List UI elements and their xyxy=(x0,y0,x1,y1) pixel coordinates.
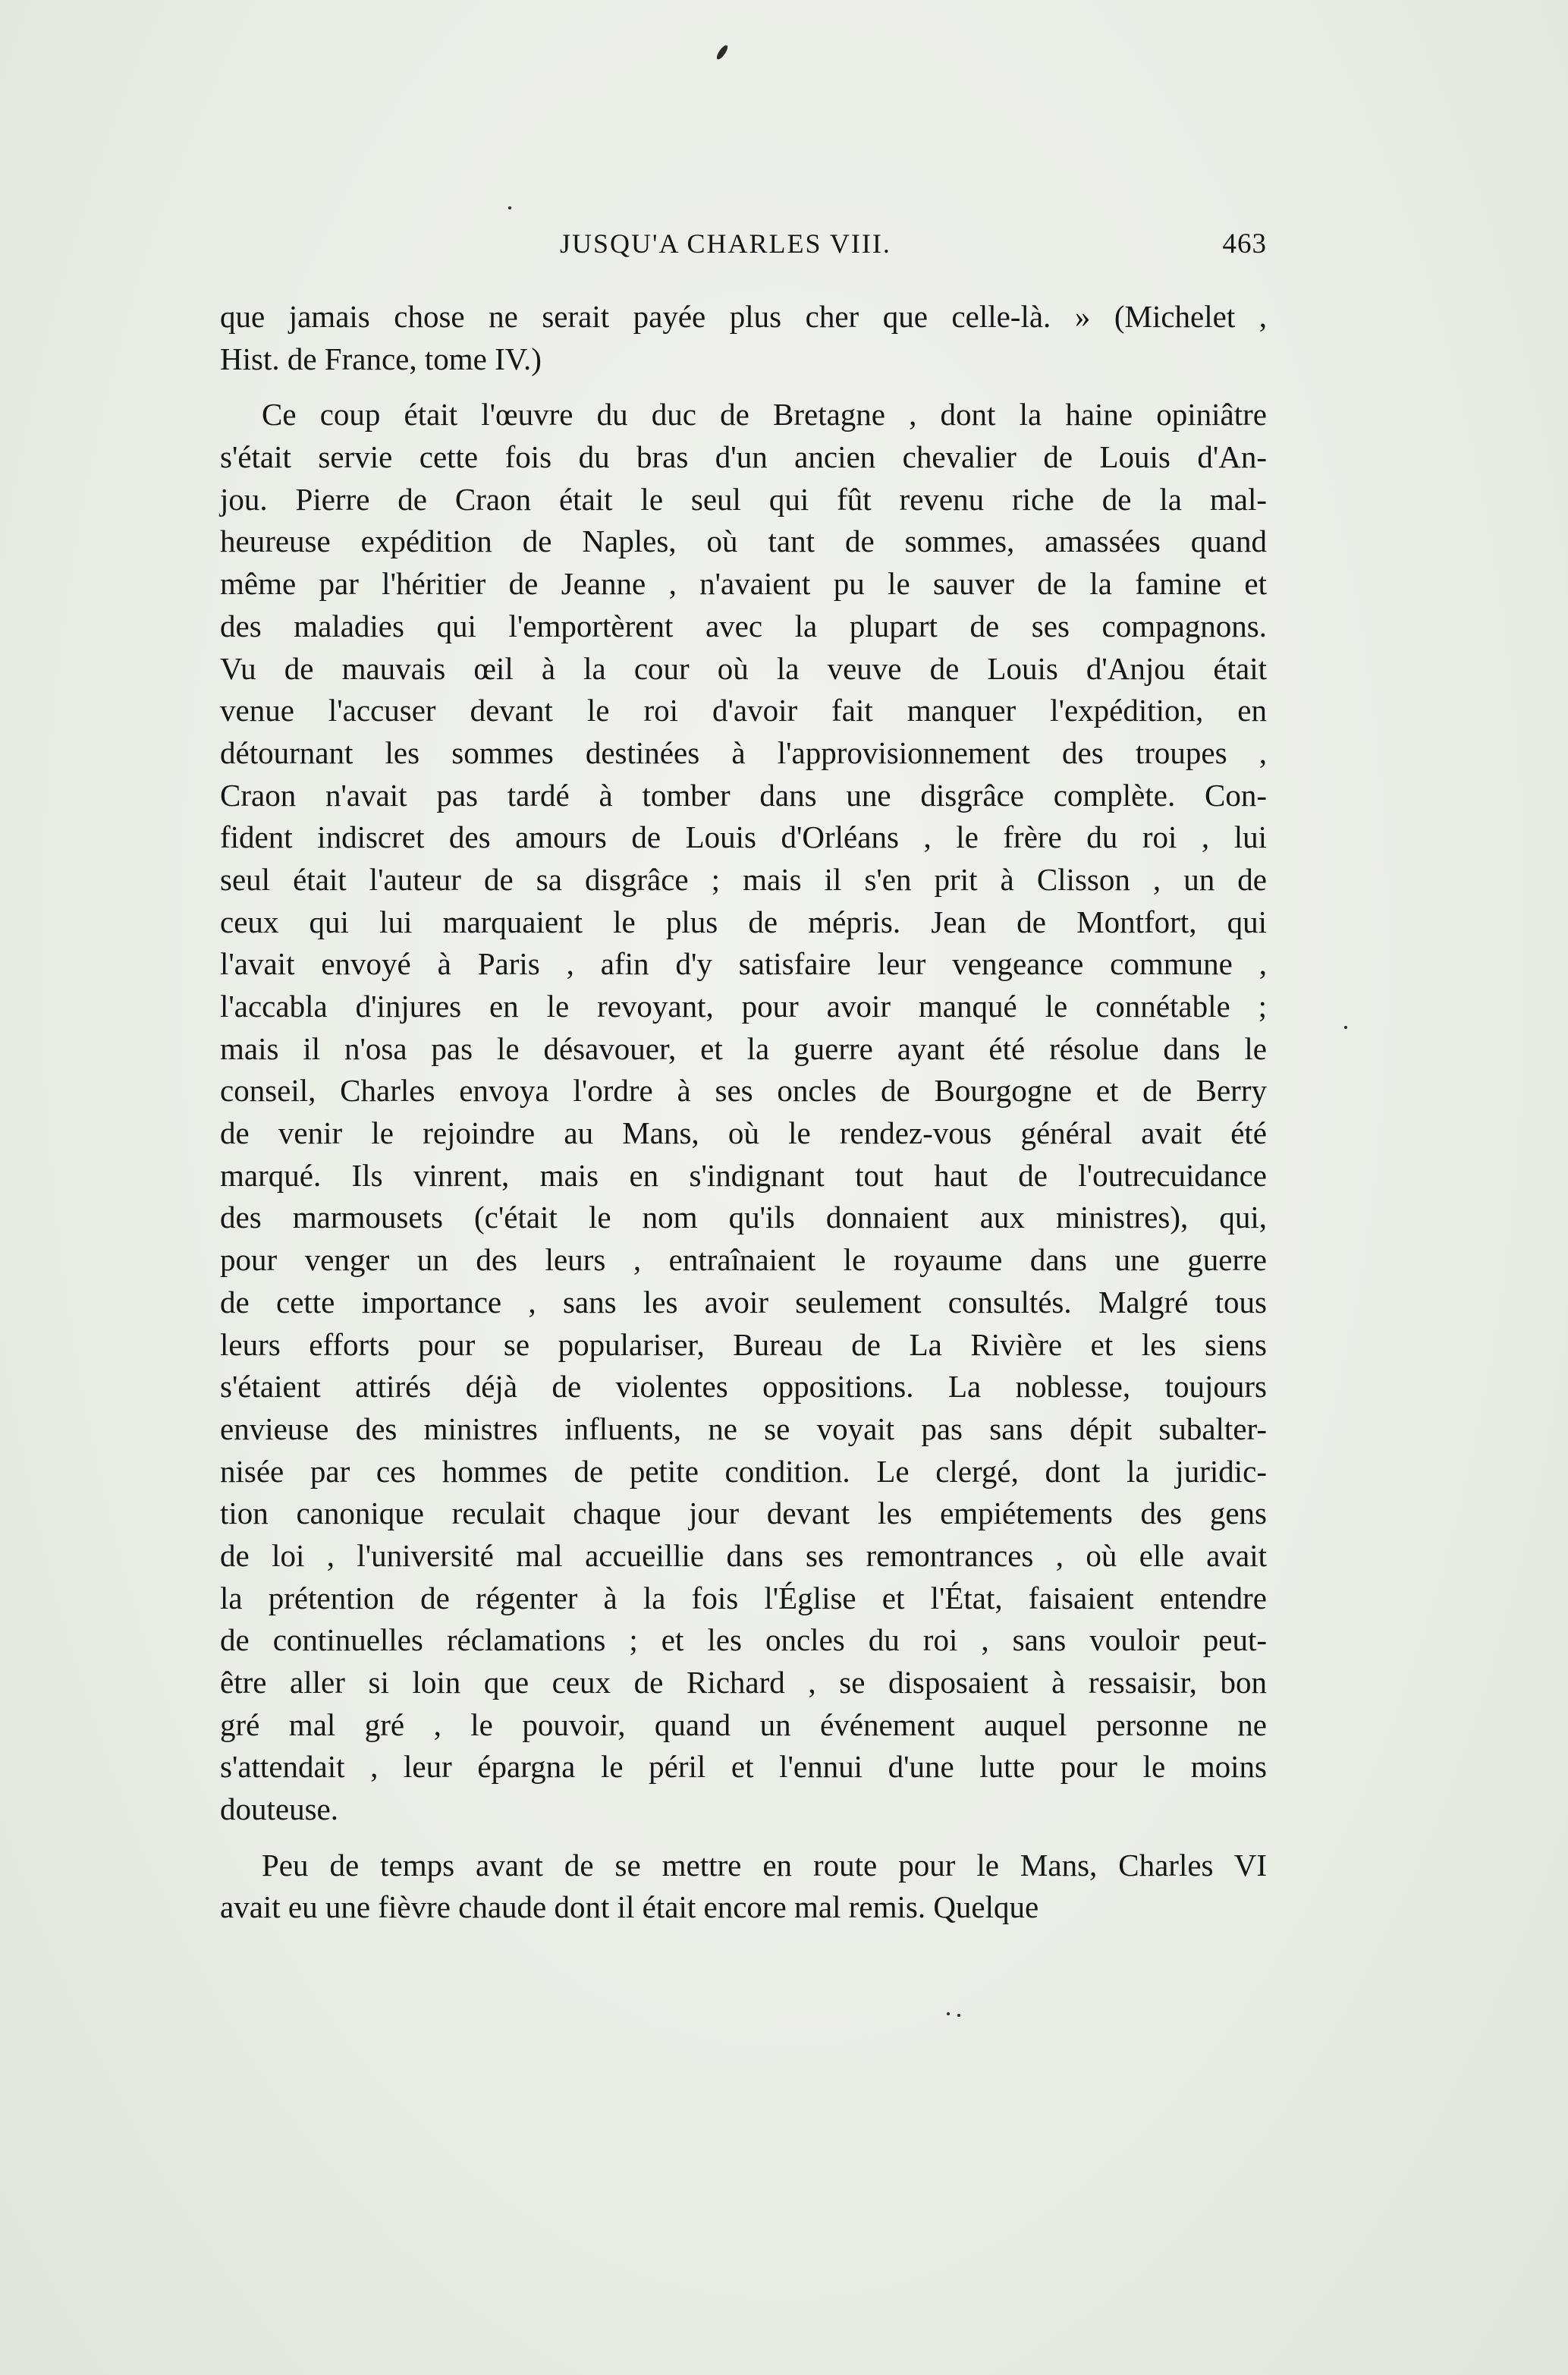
paragraph xyxy=(220,394,1267,1830)
text-line: la prétention de régenter à la fois l'Église et l'État, faisaient entendre xyxy=(220,1580,1267,1615)
text-line: fident indiscret des amours de Louis d'Orléans , le frère du roi , lui xyxy=(220,819,1267,855)
body-text xyxy=(220,296,1267,1929)
text-line: s'était servie cette fois du bras d'un ancien chevalier de Louis d'An- xyxy=(220,439,1267,475)
text-line: seul était l'auteur de sa disgrâce ; mais il s'en prit à Clisson , un de xyxy=(220,861,1267,897)
text-line: envieuse des ministres influents, ne se voyait pas sans dépit subalter- xyxy=(220,1411,1267,1446)
text-line: Craon n'avait pas tardé à tomber dans une disgrâce complète. Con- xyxy=(220,777,1267,813)
text-line: de cette importance , sans les avoir seulement consultés. Malgré tous xyxy=(220,1284,1267,1320)
text-line: marqué. Ils vinrent, mais en s'indignant tout haut de l'outrecuidance xyxy=(220,1157,1267,1193)
ink-speck xyxy=(1344,1026,1347,1029)
text-line: l'accabla d'injures en le revoyant, pour avoir manqué le connétable ; xyxy=(220,989,1267,1024)
text-line: mais il n'osa pas le désavouer, et la guerre ayant été résolue dans le xyxy=(220,1030,1267,1066)
text-line: de venir le rejoindre au Mans, où le rendez-vous général avait été xyxy=(220,1115,1267,1151)
ink-speck xyxy=(508,206,511,209)
ink-speck xyxy=(957,2014,960,2017)
text-line: détournant les sommes destinées à l'approvisionnement des troupes , xyxy=(220,735,1267,770)
text-line: de loi , l'université mal accueillie dans ses remontrances , où elle avait xyxy=(220,1537,1267,1573)
text-line: gré mal gré , le pouvoir, quand un événement auquel personne ne xyxy=(220,1707,1267,1742)
text-line: douteuse. xyxy=(220,1791,338,1827)
text-line: Vu de mauvais œil à la cour où la veuve de Louis d'Anjou était xyxy=(220,650,1267,686)
text-line: conseil, Charles envoya l'ordre à ses oncles de Bourgogne et de Berry xyxy=(220,1073,1267,1109)
text-line: des maladies qui l'emportèrent avec la plupart de ses compagnons. xyxy=(220,608,1267,643)
text-line: jou. Pierre de Craon était le seul qui fût revenu riche de la mal- xyxy=(220,481,1267,517)
text-line: être aller si loin que ceux de Richard , se disposaient à ressaisir, bon xyxy=(220,1665,1267,1700)
text-line: Peu de temps avant de se mettre en route pour le Mans, Charles VI xyxy=(262,1847,1267,1883)
text-line: que jamais chose ne serait payée plus cher que celle-là. » (Michelet , xyxy=(220,299,1267,334)
page-number: 463 xyxy=(1222,228,1267,260)
text-line: nisée par ces hommes de petite condition. Le clergé, dont la juridic- xyxy=(220,1453,1267,1489)
text-line: ceux qui lui marquaient le plus de mépris. Jean de Montfort, qui xyxy=(220,904,1267,939)
running-title: JUSQU'A CHARLES VIII. xyxy=(560,228,891,259)
text-line: s'étaient attirés déjà de violentes oppositions. La noblesse, toujours xyxy=(220,1369,1267,1405)
ink-speck xyxy=(947,2012,950,2015)
text-line: heureuse expédition de Naples, où tant de sommes, amassées quand xyxy=(220,524,1267,559)
text-line: s'attendait , leur épargna le péril et l'ennui d'une lutte pour le moins xyxy=(220,1749,1267,1785)
running-head xyxy=(220,228,1267,266)
text-line: Ce coup était l'œuvre du duc de Bretagne , dont la haine opiniâtre xyxy=(262,397,1267,433)
paragraph xyxy=(220,1845,1267,1929)
text-line: pour venger un des leurs , entraînaient le royaume dans une guerre xyxy=(220,1242,1267,1278)
text-line: leurs efforts pour se populariser, Bureau de La Rivière et les siens xyxy=(220,1326,1267,1362)
text-line: avait eu une fièvre chaude dont il était encore mal remis. Quelque xyxy=(220,1889,1039,1925)
text-line: tion canonique reculait chaque jour devant les empiétements des gens xyxy=(220,1496,1267,1531)
ink-speck xyxy=(715,44,729,61)
text-line: même par l'héritier de Jeanne , n'avaient pu le sauver de la famine et xyxy=(220,566,1267,602)
text-line: de continuelles réclamations ; et les oncles du roi , sans vouloir peut- xyxy=(220,1622,1267,1658)
text-line: l'avait envoyé à Paris , afin d'y satisfaire leur vengeance commune , xyxy=(220,946,1267,982)
text-line: des marmousets (c'était le nom qu'ils donnaient aux ministres), qui, xyxy=(220,1200,1267,1235)
text-line: Hist. de France, tome IV.) xyxy=(220,341,542,376)
text-line: venue l'accuser devant le roi d'avoir fait manquer l'expédition, en xyxy=(220,693,1267,728)
paragraph xyxy=(220,296,1267,380)
